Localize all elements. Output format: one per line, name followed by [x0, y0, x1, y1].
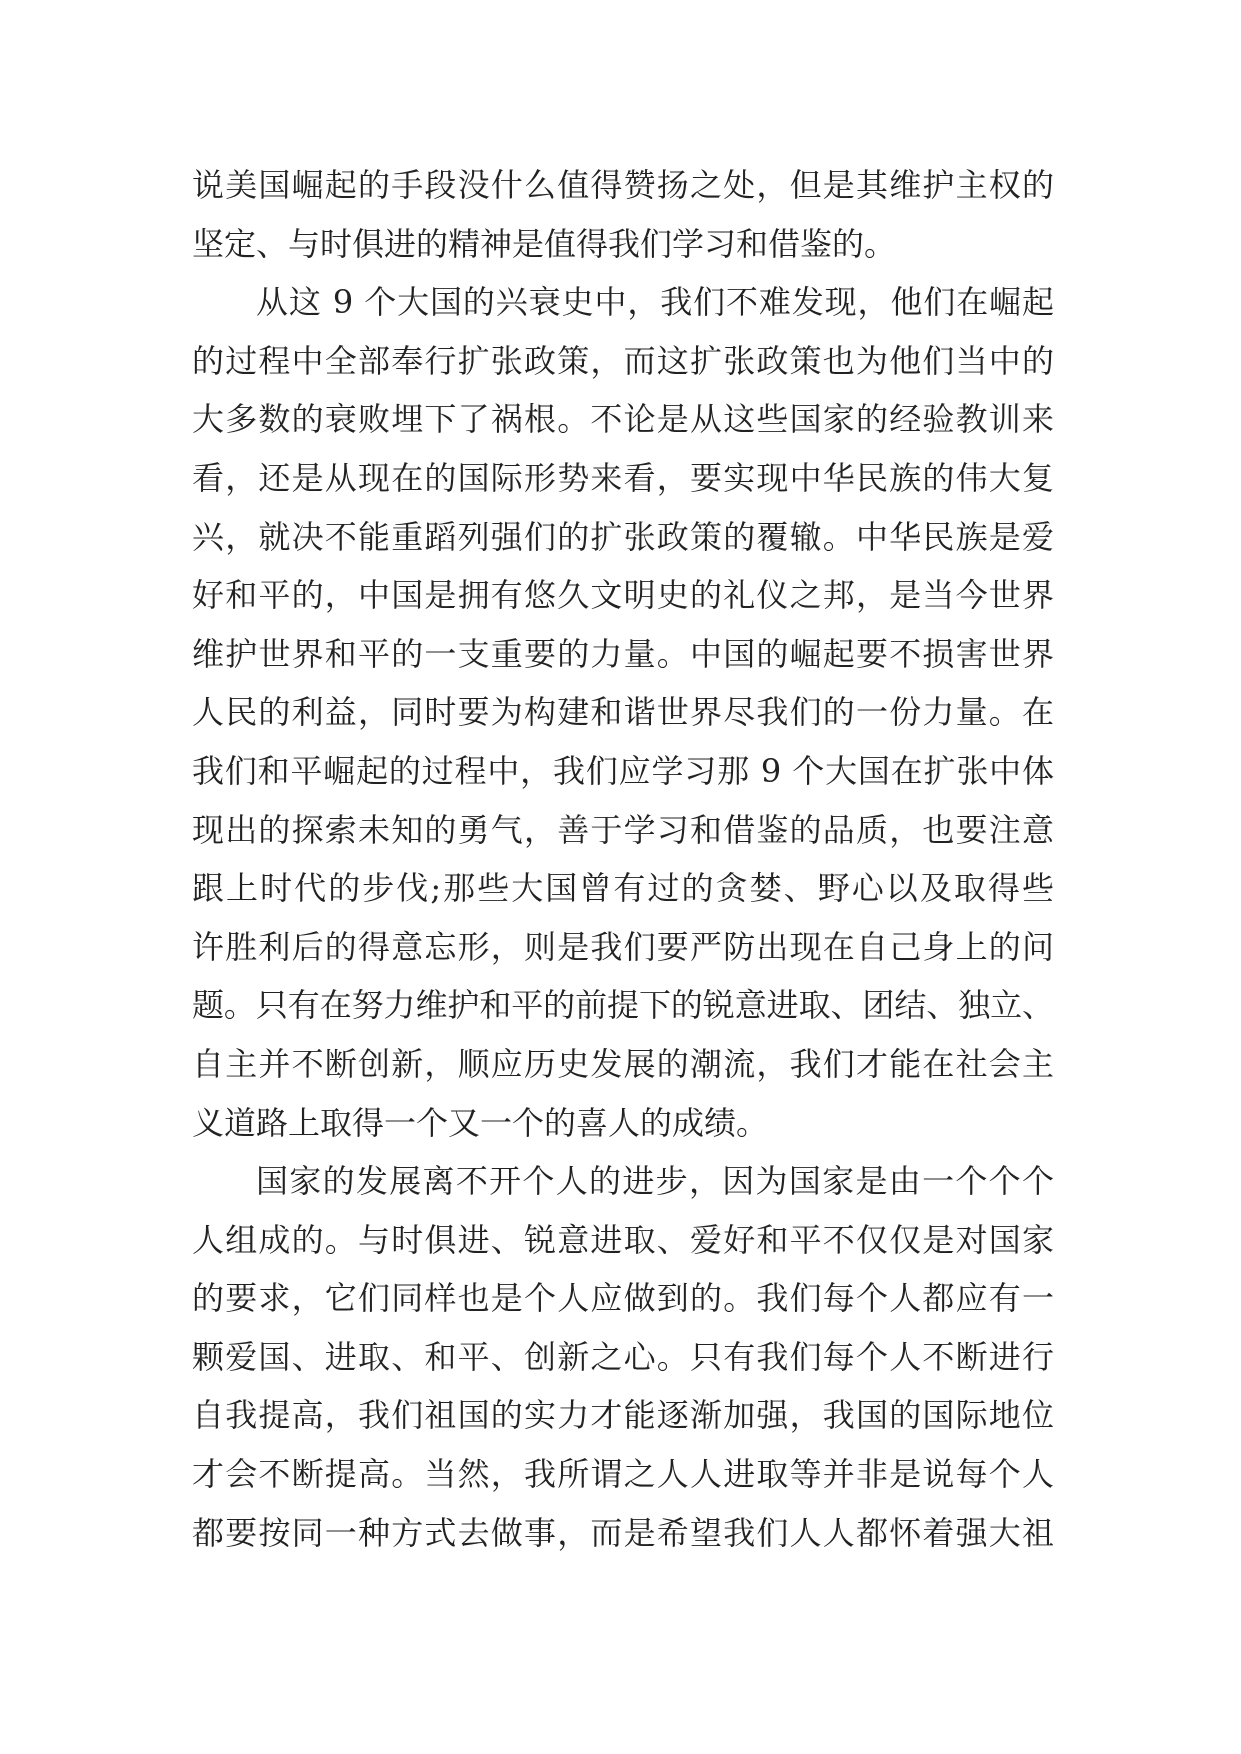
text-line: 说美国崛起的手段没什么值得赞扬之处，但是其维护主权的	[192, 166, 1054, 204]
text-line: 我们和平崛起的过程中，我们应学习那 9 个大国在扩张中体	[192, 751, 1054, 790]
text-line: 自我提高，我们祖国的实力才能逐渐加强，我国的国际地位	[192, 1396, 1054, 1435]
text-line: 从这 9 个大国的兴衰史中，我们不难发现，他们在崛起	[256, 283, 1054, 322]
text-line: 兴，就决不能重蹈列强们的扩张政策的覆辙。中华民族是爱	[192, 517, 1054, 556]
text-line: 义道路上取得一个又一个的喜人的成绩。	[192, 1103, 769, 1142]
text-line: 的过程中全部奉行扩张政策，而这扩张政策也为他们当中的	[192, 341, 1054, 380]
text-line: 跟上时代的步伐;那些大国曾有过的贪婪、野心以及取得些	[192, 869, 1054, 908]
text-line: 国家的发展离不开个人的进步，因为国家是由一个个个	[256, 1162, 1054, 1201]
text-line: 人民的利益，同时要为构建和谐世界尽我们的一份力量。在	[192, 693, 1054, 732]
text-line: 人组成的。与时俱进、锐意进取、爱好和平不仅仅是对国家	[192, 1220, 1054, 1259]
text-line: 自主并不断创新，顺应历史发展的潮流，我们才能在社会主	[192, 1044, 1054, 1083]
text-line: 的要求，它们同样也是个人应做到的。我们每个人都应有一	[192, 1279, 1054, 1318]
text-line: 现出的探索未知的勇气，善于学习和借鉴的品质，也要注意	[192, 810, 1054, 849]
body-text	[192, 156, 1054, 1562]
text-line: 维护世界和平的一支重要的力量。中国的崛起要不损害世界	[192, 634, 1054, 673]
text-line: 好和平的，中国是拥有悠久文明史的礼仪之邦，是当今世界	[192, 576, 1054, 615]
text-line: 看，还是从现在的国际形势来看，要实现中华民族的伟大复	[192, 458, 1054, 497]
text-line: 才会不断提高。当然，我所谓之人人进取等并非是说每个人	[192, 1455, 1054, 1494]
text-line: 都要按同一种方式去做事，而是希望我们人人都怀着强大祖	[192, 1513, 1054, 1552]
text-line: 坚定、与时俱进的精神是值得我们学习和借鉴的。	[192, 224, 897, 263]
text-line: 颗爱国、进取、和平、创新之心。只有我们每个人不断进行	[192, 1337, 1054, 1376]
text-line: 题。只有在努力维护和平的前提下的锐意进取、团结、独立、	[192, 986, 1054, 1025]
text-line: 大多数的衰败埋下了祸根。不论是从这些国家的经验教训来	[192, 400, 1054, 439]
text-line: 许胜利后的得意忘形，则是我们要严防出现在自己身上的问	[192, 927, 1054, 966]
